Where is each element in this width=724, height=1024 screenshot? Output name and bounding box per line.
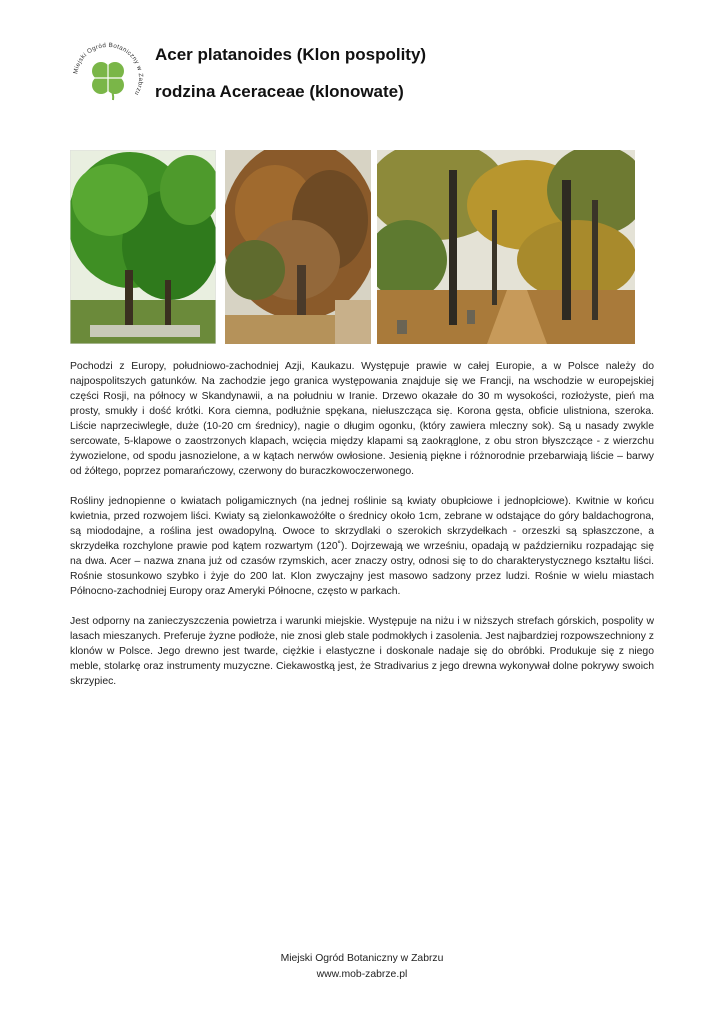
photo-autumn-maple-tree	[225, 150, 371, 344]
footer-organization: Miejski Ogród Botaniczny w Zabrzu	[280, 953, 444, 964]
description	[70, 359, 654, 704]
photo-autumn-park-alley	[377, 150, 635, 344]
garden-logo	[70, 40, 146, 116]
footer	[0, 951, 724, 983]
family-subtitle: rodzina Aceraceae (klonowate)	[155, 82, 404, 101]
paragraph-uses: Jest odporny na zanieczyszczenia powietrza i warunki miejskie. Występuje na niżu i w niższych strefach górskich, pospolity w lasach mieszanych. Preferuje żyzne podłoże, nie znosi gleb stale podmokłych i zasolenia. Jest najbardziej rozpowszechniony z klonów w Polsce. Jego drewno jest twarde, ciężkie i elastyczne i doskonale nadaje się do obróbki. Produkuje się z niego meble, stolarkę oraz instrumenty muzyczne. Ciekawostką jest, że Stradivarius z jego drewna wykonywał dolne pokrywy swoich skrzypiec.	[70, 616, 654, 687]
paragraph-origin: Pochodzi z Europy, południowo-zachodniej Azji, Kaukazu. Występuje prawie w całej Europie, a w Polsce należy do najpospolitszych gatunków. Na zachodzie jego granica występowania znajduje się we Francji, na wschodzie w europejskiej części Rosji, na północy w Skandynawii, a na południu w Iranie. Drzewo okazałe do 30 m wysokości, rozłożyste, pień ma prosty, smukły i dość krótki. Kora ciemna, podłużnie spękana, niełuszcząca się. Korona gęsta, obficie ulistniona, szeroka. Liście naprzeciwległe, duże (10-20 cm średnicy), nagie o długim ogonku, (który zawiera mleczny sok). Są u nasady zwykle sercowate, 5-klapowe o zaostrzonych klapach, wcięcia między klapami są zaokrąglone, z obu stron błyszczące - z wierzchu żywozielone, od spodu jasnozielone, a w kątach nerwów owłosione. Jesienią piękne i różnorodnie przebarwiają liście – barwy od żółtego, poprzez pomarańczowy, czerwony do buraczkowoczerwonego.	[70, 361, 654, 477]
title-block	[155, 44, 426, 102]
paragraph-flowers-fruits: Rośliny jednopienne o kwiatach poligamicznych (na jednej roślinie są kwiaty obupłciowe i jednopłciowe). Kwitnie w końcu kwietnia, przed rozwojem liści. Kwiaty są zielonkawożółte o średnicy około 1cm, zebrane w odstające do góry baldachogrona, są miododajne, a roślina jest owadopylną. Owoce to skrzydlaki o szerokich skrzydełkach - orzeszki są spłaszczone, a skrzydełka rozchylone prawie pod kątem rozwartym (120˚). Dojrzewają we wrześniu, opadają w październiku rozpadając się na dwa. Acer – nazwa znana już od czasów rzymskich, acer znaczy ostry, odnosi się to do charakterystycznego kształtu liści. Rośnie stosunkowo szybko i żyje do 200 lat. Klon zwyczajny jest masowo sadzony przez ludzi. Rośnie w wielu miastach Północno-zachodniej Europy oraz Ameryki Północne, często w parkach.	[70, 496, 654, 597]
footer-website-link[interactable]: www.mob-zabrze.pl	[316, 969, 408, 980]
photo-green-maple-crown	[70, 150, 216, 344]
logo-text: Miejski Ogród Botaniczny w Zabrzu	[72, 41, 145, 97]
page-title: Acer platanoides (Klon pospolity)	[155, 45, 427, 64]
four-leaf-clover-icon	[70, 40, 146, 116]
